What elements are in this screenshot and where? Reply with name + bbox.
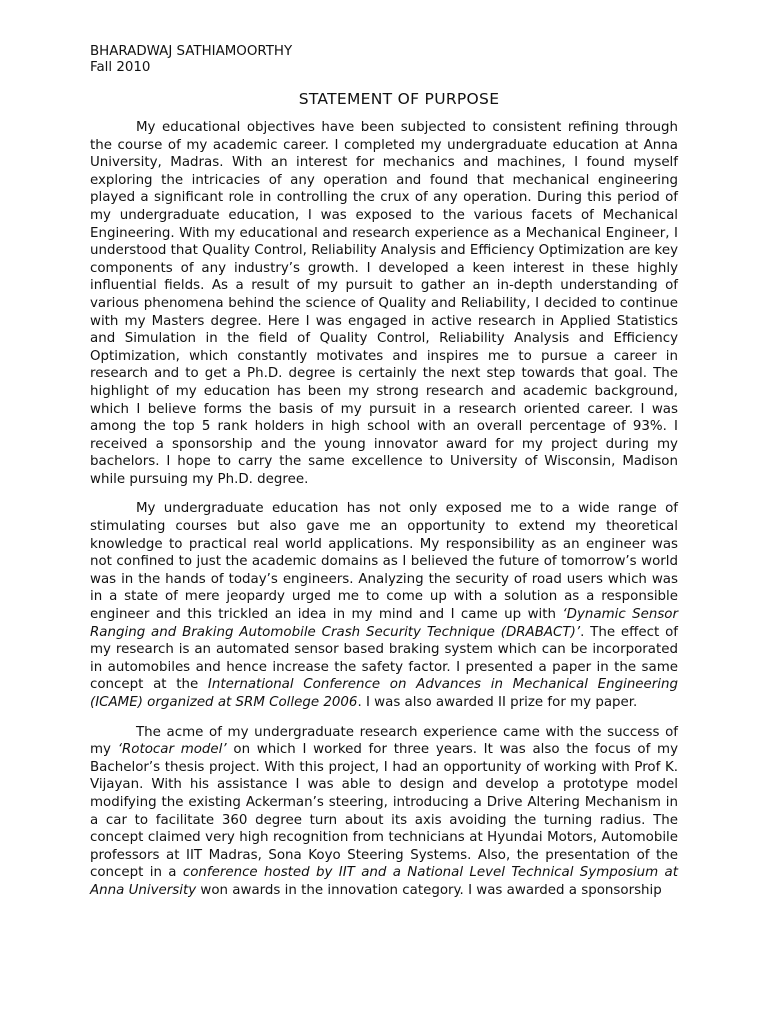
project-title: ‘Dynamic Sensor Ranging and Braking Automobile Crash Security Technique (DRABACT)’ — [90, 607, 679, 640]
text-segment: on which I worked for three years. It was also the focus of my Bachelor’s thesis project. With this project, I had an opportunity of working with Prof K. Vijayan. With his assistance I was able to design and develop a prototype model modifying the existing Ackerman’s steering, introducing a Drive Altering Mechanism in a car to facilitate 360 degree turn about its axis avoiding the turning radius. The concept claimed very high recognition from technicians at Hyundai Motors, Automobile professors at IIT Madras, Sona Koyo Steering Systems. Also, the presentation of the concept in a — [90, 742, 678, 881]
text-segment: . The effect of my research is an automated sensor based braking system which can be incorporated in automobiles and hence increase the safety factor. I presented a paper in the same concept at the — [90, 624, 678, 693]
text-segment: The acme of my undergraduate research experience came with the success of my — [90, 724, 678, 758]
paragraph-research-experience — [90, 724, 678, 900]
application-term: Fall 2010 — [90, 60, 151, 75]
document-title: STATEMENT OF PURPOSE — [298, 90, 500, 108]
author-name: BHARADWAJ SATHIAMOORTHY — [90, 44, 293, 59]
project-title: ‘Rotocar model’ — [117, 742, 227, 758]
paragraph-undergraduate-education — [90, 500, 678, 711]
text-segment: . I was also awarded II prize for my paper. — [357, 695, 638, 710]
conference-name: International Conference on Advances in Mechanical Engineering (ICAME) organized at SRM College 2006 — [90, 677, 678, 710]
text-segment: won awards in the innovation category. I was awarded a sponsorship — [196, 882, 662, 898]
paragraph-educational-objectives — [90, 119, 678, 488]
text-segment: My educational objectives have been subjected to consistent refining through the course of my academic career. I completed my undergraduate education at Anna University, Madras. With an interest for mechanics and machines, I found myself exploring the intricacies of any operation and found that mechanical engineering played a significant role in controlling the crux of any operation. During this period of my undergraduate education, I was exposed to the various facets of Mechanical Engineering. With my educational and research experience as a Mechanical Engineer, I understood that Quality Control, Reliability Analysis and Efficiency Optimization are key components of any industry’s growth. I developed a keen interest in these highly influential fields. As a result of my pursuit to gather an in-depth understanding of various phenomena behind the science of Quality and Reliability, I decided to continue with my Masters degree. Here I was engaged in active research in Applied Statistics and Simulation in the field of Quality Control, Reliability Analysis and Efficiency Optimization, which constantly motivates and inspires me to pursue a career in research and to get a Ph.D. degree is certainly the next step towards that goal. The highlight of my education has been my strong research and academic background, which I believe forms the basis of my pursuit in a research oriented career. I was among the top 5 rank holders in high school with an overall percentage of 93%. I received a sponsorship and the young innovator award for my project during my bachelors. I hope to carry the same excellence to University of Wisconsin, Madison while pursuing my Ph.D. degree. — [90, 120, 678, 487]
text-segment: My undergraduate education has not only exposed me to a wide range of stimulating courses but also gave me an opportunity to extend my theoretical knowledge to practical real world applications. My responsibility as an engineer was not confined to just the academic domains as I believed the future of tomorrow’s world was in the hands of today’s engineers. Analyzing the security of road users which was in a state of mere jeopardy urged me to come up with a solution as a responsible engineer and this trickled an idea in my mind and I came up with — [90, 501, 678, 623]
conference-name: conference hosted by IIT and a National Level Technical Symposium at Anna University — [90, 865, 678, 898]
